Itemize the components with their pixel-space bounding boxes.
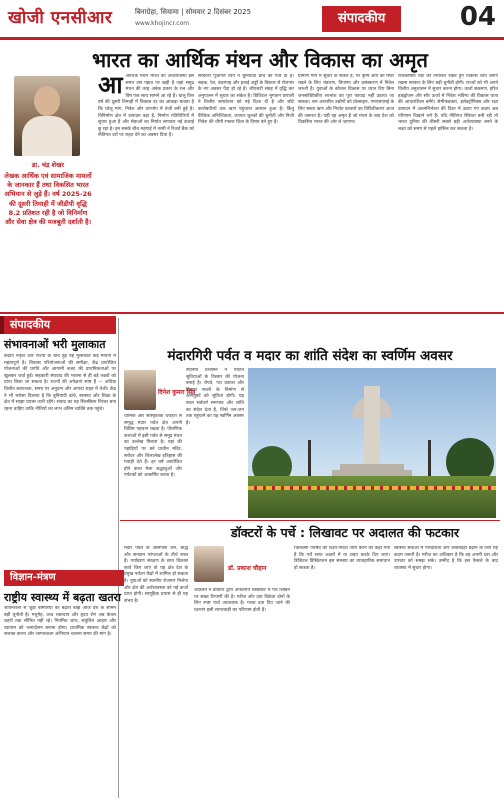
author-name: डा. चंद्र शेखर [31,161,65,169]
sub-section-band: संपादकीय [4,316,116,334]
doctors-column-1: अदालत ने डॉक्टरों द्वारा अपठनीय लिखावट में पर्चे लिखने पर सख्त टिप्पणी की है। मरीज और दवा विक्रेता दोनों के लिए स्पष्ट पर्चा आवश्यक है। गलत दवा दिए जाने की घटनाएं इसी लापरवाही का परिणाम होती हैं। [194,588,290,613]
sanvaad-headline: संभावनाओं भरी मुलाकात [4,338,106,351]
lead-column-2: सरकारी पूंजीगत व्यय ने बुनियादी ढांचे को गति दी है। सड़क, रेल, बंदरगाह और हवाई अड्डों के विस्तार से रोजगार के नए अवसर पैदा हो रहे हैं। जीएसटी संग्रह में वृद्धि कर अनुपालन में सुधार का संकेत है। डिजिटल भुगतान प्रणाली ने वित्तीय समावेशन को नई दिशा दी है और छोटे कारोबारियों तक ऋण पहुंचाना आसान हुआ है। किंतु वैश्विक अनिश्चितता, व्यापार शुल्कों की चुनौती और निजी निवेश की धीमी रफ्तार चिंता के विषय बने हुए हैं। [198,74,294,126]
writer-name: डॉ. प्रकाश चौहान [228,565,267,572]
sanvaad-body: केंद्रीय नेतृत्व और राज्यों के बीच हुई यह मुलाकात कई मायनों में महत्वपूर्ण है। विकास परियोजनाओं की समीक्षा, केंद्र प्रायोजित योजनाओं की प्रगति और आगामी बजट की प्राथमिकताओं पर खुलकर चर्चा हुई। सहकारी संघवाद की भावना से ही बड़े लक्ष्यों को प्राप्त किया जा सकता है। राज्यों की अपेक्षाएं स्पष्ट हैं — अधिक वित्तीय स्वायत्तता, समय पर अनुदान और आपदा राहत में तेजी। केंद्र ने भी भरोसा दिलाया है कि बुनियादी ढांचे, स्वास्थ्य और शिक्षा के क्षेत्र में साझा प्रयास जारी रहेंगे। संवाद का यह सिलसिला निरंतर बना रहना चाहिए ताकि नीतियों का लाभ अंतिम व्यक्ति तक पहुंचे। [4,354,116,412]
section-label: संपादकीय [322,6,401,32]
lead-column-1: आआर्थिक मंथन भारत की अर्थव्यवस्था इस समय उस पड़ाव पर खड़ी है जहां समुद्र मंथन की तरह अनेक प्रकार के रत्न और विष एक साथ सामने आ रहे हैं। चालू वित्त वर्ष की दूसरी तिमाही में विकास दर का आंकड़ा बताता है कि घरेलू मांग, निवेश और उपभोग में तेजी बनी हुई है। विनिर्माण क्षेत्र में उत्पादन बढ़ा है, निर्माण गतिविधियों में सुधार हुआ है और सेवाओं का निर्यात लगातार नई ऊंचाई छू रहा है। इन सबके बीच महंगाई में नरमी ने रिजर्व बैंक को नीतिगत दरों पर राहत देने का अवसर दिया है। [98,74,194,139]
doctors-column-3: स्वास्थ्य सेवाओं में पारदर्शिता और जवाबदेही बढ़ाने के लिए यह कदम जरूरी है। मरीज का अधिकार है कि वह अपनी दवा और उपचार को समझ सके। उम्मीद है कि इस फैसले के बाद व्यवस्था में सुधार होगा। [394,546,498,571]
mandar-column-1: धार्मिक और सांस्कृतिक धरोहरों से समृद्ध मंदार पर्वत क्षेत्र अपनी विशिष्ट पहचान रखता है। पौराणिक कथाओं में इसी पर्वत से समुद्र मंथन का उल्लेख मिलता है। यहां की पहाड़ियों पर बने प्राचीन मंदिर, सरोवर और शिलालेख इतिहास की गवाही देते हैं। हर वर्ष आयोजित होने वाला मेला श्रद्धालुओं और पर्यटकों को आकर्षित करता है। [124,414,182,479]
lead-headline: भारत का आर्थिक मंथन और विकास का अमृत [92,48,428,72]
mandar-headline: मंदारगिरी पर्वत व मदार का शांति संदेश का स्वर्णिम अवसर [167,348,453,364]
columnist-photo [124,370,156,410]
health-body: जीवनशैली से जुड़ी बीमारियों का बढ़ता बोझ आज देश के सामने बड़ी चुनौती है। मधुमेह, उच्च रक्तचाप और हृदय रोग अब केवल शहरों तक सीमित नहीं रहे। नियमित जांच, संतुलित आहार और व्यायाम को जनांदोलन बनाना होगा। प्राथमिक स्वास्थ्य केंद्रों को सशक्त करना और जागरूकता अभियान चलाना समय की मांग है। [4,606,116,638]
lead-column-3: ग्रामीण मांग में सुधार के संकेत हैं, पर कृषि आय को स्थिर रखने के लिए भंडारण, विपणन और प्रसंस्करण में निवेश जरूरी है। युवाओं के कौशल विकास पर ध्यान दिए बिना जनसांख्यिकीय लाभांश का पूरा फायदा नहीं उठाया जा सकता। श्रम आधारित उद्योगों को प्रोत्साहन, एमएसएमई के लिए सस्ता ऋण और निर्यात बाजारों का विविधीकरण आज की जरूरत है। यही वह अमृत है जो मंथन के बाद देश को विकसित भारत की ओर ले जाएगा। [298,74,394,126]
doctors-column-2: चिकित्सा परिषद को दिशा-निर्देश जारी करने को कहा गया है कि पर्चे साफ अक्षरों में या टाइप करके दिए जाएं। डिजिटल प्रिस्क्रिप्शन इस समस्या का व्यावहारिक समाधान हो सकता है। [294,546,390,571]
mandar-temple-photo [248,368,496,518]
author-photo [14,76,80,156]
author-sidebar [4,72,92,310]
lead-column-4: राजकोषीय घाटे को नियंत्रित रखते हुए विकास व्यय बनाए रखना सरकार के लिए बड़ी चुनौती होगी। राज्यों को भी अपने वित्तीय अनुशासन में सुधार करना होगा। ऊर्जा संक्रमण, हरित हाइड्रोजन और सौर ऊर्जा में निवेश भविष्य की विकास यात्रा की आधारशिला बनेंगे। सेमीकंडक्टर, इलेक्ट्रॉनिक्स और रक्षा उत्पादन में आत्मनिर्भरता की दिशा में उठाए गए कदम अब परिणाम दिखाने लगे हैं। यदि नीतिगत स्थिरता बनी रही तो भारत दुनिया की तीसरी सबसे बड़ी अर्थव्यवस्था बनने के लक्ष्य को समय से पहले हासिल कर सकता है। [398,74,498,132]
column-rule [118,318,119,798]
sub-section-band-2: विज्ञान-मंत्रण [4,570,124,586]
masthead [0,0,504,40]
health-headline: राष्ट्रीय स्वास्थ्य में बढ़ता खतरा [4,591,122,604]
publication-logo: खोजी एनसीआर [8,8,113,28]
doctors-headline: डॉक्टरों के पर्चे : लिखावट पर अदालत की फटकार [230,525,460,540]
edition-date: बिनाग्रेहा, सियामा | सोमवार 2 दिसंबर 2025 [135,8,252,16]
mandar-column-2: स्थानीय प्रशासन ने पर्यटन सुविधाओं के विस्तार की योजना बनाई है। रोपवे, पथ प्रकाश और विश्राम स्थलों के निर्माण से आगंतुकों को सुविधा होगी। यह स्थल सर्वधर्म समभाव और शांति का संदेश देता है, जिसे जन-जन तक पहुंचाने का यह स्वर्णिम अवसर है। [186,368,244,426]
drop-cap: आ [98,74,123,99]
story-divider [120,520,500,521]
author-bio: लेखक आर्थिक एवं सामाजिक मामलों के जानकार हैं तथा विकसित भारत अभियान से जुड़े हैं। वर्ष 2025-26 की दूसरी तिमाही में जीडीपी वृद्धि 8.2 प्रतिशत रही है जो विनिर्माण और सेवा क्षेत्र की मजबूती दर्शाती है। [4,172,92,227]
page-number: 04 [459,2,496,32]
doctors-left-column: मंदार पर्वत के आसपास जैन, बौद्ध और सनातन परंपराओं के तीर्थ स्थल हैं। पर्यावरण संरक्षण के साथ विकास कार्य किए जाएं तो यह क्षेत्र देश के प्रमुख पर्यटन केंद्रों में शामिल हो सकता है। युवाओं को स्थानीय रोजगार मिलेगा और क्षेत्र की अर्थव्यवस्था को नई ऊर्जा प्राप्त होगी। सामूहिक प्रयास से ही यह संभव है। [124,546,188,604]
website: www.khojincr.com [135,20,190,27]
columnist-name: दिनेश कुमार सिंह [158,389,196,396]
writer-photo [194,546,224,582]
section-divider [0,312,504,314]
